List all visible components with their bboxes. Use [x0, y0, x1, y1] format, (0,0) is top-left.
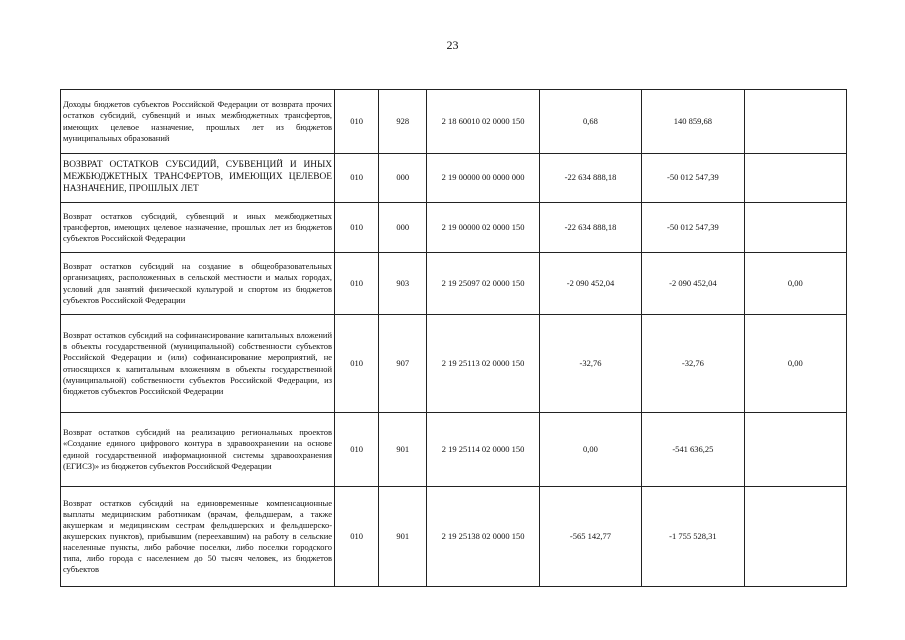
value-1: -22 634 888,18: [539, 203, 641, 253]
value-2: -1 755 528,31: [642, 487, 744, 587]
row-name: Возврат остатков субсидий на софинансирование капитальных вложений в объекты государственной (муниципальной) собственности субъектов Российской Федерации и (или) софинансирование мероприятий, не относящихся к капитальным вложениям в объекты государственной (муниципальной) собственности субъектов Российской Федерации, из бюджетов субъектов Российской Федерации: [61, 315, 335, 413]
value-1: 0,00: [539, 413, 641, 487]
value-2: -541 636,25: [642, 413, 744, 487]
value-1: -32,76: [539, 315, 641, 413]
row-name: Возврат остатков субсидий на реализацию региональных проектов «Создание единого цифрового контура в здравоохранении на основе единой государственной информационной системы здравоохранения (ЕГИСЗ)» из бюджетов субъектов Российской Федерации: [61, 413, 335, 487]
table-row: [61, 315, 847, 413]
value-2: -2 090 452,04: [642, 253, 744, 315]
value-3: [744, 487, 846, 587]
table-row: [61, 487, 847, 587]
value-2: -32,76: [642, 315, 744, 413]
admin-code: 010: [335, 253, 379, 315]
value-3: [744, 90, 846, 154]
classification-code: 2 19 25097 02 0000 150: [427, 253, 539, 315]
value-2: -50 012 547,39: [642, 154, 744, 203]
classification-code: 2 19 25114 02 0000 150: [427, 413, 539, 487]
table-row: [61, 253, 847, 315]
group-code: 903: [379, 253, 427, 315]
classification-code: 2 19 00000 00 0000 000: [427, 154, 539, 203]
classification-code: 2 18 60010 02 0000 150: [427, 90, 539, 154]
admin-code: 010: [335, 315, 379, 413]
row-name: Возврат остатков субсидий, субвенций и иных межбюджетных трансфертов, имеющих целевое назначение, прошлых лет из бюджетов субъектов Российской Федерации: [61, 203, 335, 253]
page-number: 23: [446, 38, 459, 52]
value-1: 0,68: [539, 90, 641, 154]
classification-code: 2 19 00000 02 0000 150: [427, 203, 539, 253]
table-row: [61, 413, 847, 487]
row-name: ВОЗВРАТ ОСТАТКОВ СУБСИДИЙ, СУБВЕНЦИЙ И ИНЫХ МЕЖБЮДЖЕТНЫХ ТРАНСФЕРТОВ, ИМЕЮЩИХ ЦЕЛЕВОЕ НАЗНАЧЕНИЕ, ПРОШЛЫХ ЛЕТ: [61, 154, 335, 203]
admin-code: 010: [335, 413, 379, 487]
row-name: Возврат остатков субсидий на единовременные компенсационные выплаты медицинским работникам (врачам, фельдшерам, а также акушеркам и медицинским сестрам фельдшерских и фельдшерско-акушерских пунктов), прибывшим (переехавшим) на работу в сельские населенные пункты, либо рабочие поселки, либо поселки городского типа, либо города с населением до 50 тысяч человек, из бюджетов субъектов: [61, 487, 335, 587]
value-1: -2 090 452,04: [539, 253, 641, 315]
group-code: 901: [379, 413, 427, 487]
admin-code: 010: [335, 90, 379, 154]
row-name: Доходы бюджетов субъектов Российской Федерации от возврата прочих остатков субсидий, субвенций и иных межбюджетных трансфертов, имеющих целевое назначение, прошлых лет из бюджетов муниципальных образований: [61, 90, 335, 154]
row-name: Возврат остатков субсидий на создание в общеобразовательных организациях, расположенных в сельской местности и малых городах, условий для занятий физической культурой и спортом из бюджетов субъектов Российской Федерации: [61, 253, 335, 315]
value-3: 0,00: [744, 315, 846, 413]
group-code: 000: [379, 154, 427, 203]
admin-code: 010: [335, 487, 379, 587]
value-3: 0,00: [744, 253, 846, 315]
classification-code: 2 19 25138 02 0000 150: [427, 487, 539, 587]
group-code: 901: [379, 487, 427, 587]
value-3: [744, 154, 846, 203]
value-3: [744, 203, 846, 253]
value-2: 140 859,68: [642, 90, 744, 154]
value-3: [744, 413, 846, 487]
table-row: [61, 154, 847, 203]
group-code: 928: [379, 90, 427, 154]
table-row: [61, 203, 847, 253]
admin-code: 010: [335, 154, 379, 203]
value-1: -565 142,77: [539, 487, 641, 587]
budget-table: [60, 89, 847, 587]
table-row: [61, 90, 847, 154]
group-code: 000: [379, 203, 427, 253]
value-2: -50 012 547,39: [642, 203, 744, 253]
classification-code: 2 19 25113 02 0000 150: [427, 315, 539, 413]
value-1: -22 634 888,18: [539, 154, 641, 203]
admin-code: 010: [335, 203, 379, 253]
group-code: 907: [379, 315, 427, 413]
